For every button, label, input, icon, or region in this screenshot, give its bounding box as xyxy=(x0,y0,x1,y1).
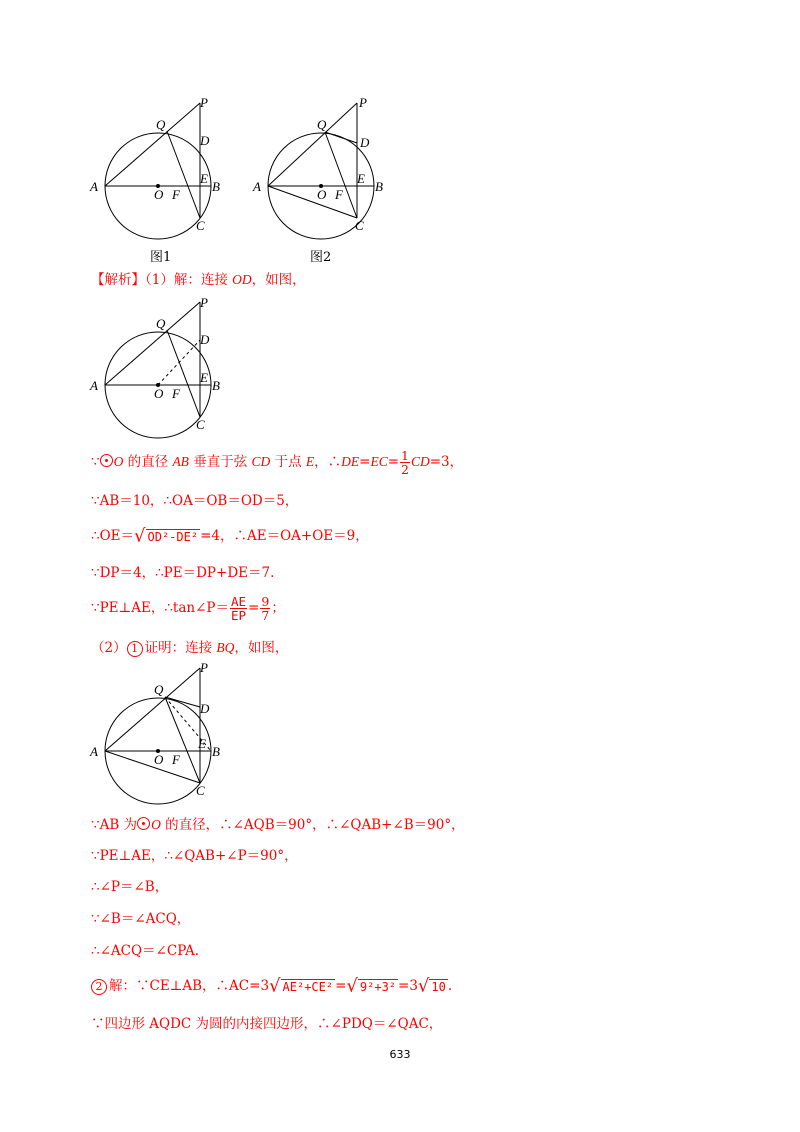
circle-dot-icon xyxy=(100,454,113,467)
figure-2-caption: 图2 xyxy=(310,250,332,265)
svg-text:A: A xyxy=(253,179,261,194)
svg-text:Q: Q xyxy=(317,117,327,132)
svg-text:D: D xyxy=(200,332,210,347)
fraction-half: $\frac{1}{2}$ xyxy=(401,448,409,477)
svg-text:B: B xyxy=(212,179,220,194)
svg-text:D: D xyxy=(200,701,210,716)
solution-line-2: ∵ O 的直径 AB 垂直于弦 CD 于点 E，∴DE=EC= $\frac{1}{2}$ CD=3， xyxy=(91,448,464,477)
solution-line-6: ∵PE⊥AE，∴tan∠P＝ $\frac{AE}{EP}$ = $\frac{9}{7}$ ； xyxy=(91,594,285,623)
svg-text:F: F xyxy=(172,752,180,767)
solution-line-12: ∴∠ACQ＝∠CPA. xyxy=(91,943,200,959)
solution-line-14: ∵四边形 AQDC 为圆的内接四边形，∴∠PDQ＝∠QAC， xyxy=(91,1016,443,1032)
svg-text:F: F xyxy=(172,386,180,401)
solution-line-1 xyxy=(91,270,306,290)
part1-intro: （1）解：连接 xyxy=(145,272,233,288)
fraction-ae-ep: $\frac{AE}{EP}$ xyxy=(230,594,247,623)
svg-text:P: P xyxy=(200,660,208,675)
solution-line-11: ∵∠B＝∠ACQ， xyxy=(91,911,191,927)
svg-text:O: O xyxy=(317,187,327,202)
analysis-tag: 【解析】 xyxy=(91,272,145,288)
svg-text:A: A xyxy=(90,744,98,759)
solution-line-4: ∴OE＝√ OD²-DE² =4，∴AE＝OA+OE＝9， xyxy=(91,525,369,547)
svg-text:F: F xyxy=(172,187,180,202)
svg-text:A: A xyxy=(90,179,98,194)
svg-text:E: E xyxy=(200,370,208,385)
solution-line-3: ∵AB＝10，∴OA＝OB＝OD＝5， xyxy=(91,493,299,509)
svg-text:D: D xyxy=(200,133,210,148)
solution-line-9: ∵PE⊥AE，∴∠QAB+∠P＝90°， xyxy=(91,848,298,864)
segment-od: OD xyxy=(232,272,252,287)
svg-text:Q: Q xyxy=(156,316,166,331)
svg-text:B: B xyxy=(212,744,220,759)
figure-1-caption: 图1 xyxy=(150,250,172,265)
circle-dot-icon xyxy=(137,817,150,830)
figure-4 xyxy=(90,660,230,804)
svg-text:O: O xyxy=(154,752,164,767)
circled-number-1: 1 xyxy=(127,641,143,657)
svg-text:E: E xyxy=(200,171,208,186)
solution-line-7: （2） 1 证明：连接 BQ，如图， xyxy=(91,640,289,656)
figure-2-drawing xyxy=(253,95,393,235)
svg-text:D: D xyxy=(360,135,370,150)
figure-4-drawing xyxy=(90,660,230,800)
sqrt-ae-ce: √ AE²+CE² xyxy=(269,975,334,997)
svg-text:C: C xyxy=(196,417,205,432)
svg-text:O: O xyxy=(154,187,164,202)
solution-line-5: ∵DP＝4，∴PE＝DP+DE＝7. xyxy=(91,565,275,581)
svg-text:B: B xyxy=(375,179,383,194)
part1-tail: ，如图， xyxy=(251,272,306,288)
svg-text:C: C xyxy=(355,218,364,233)
svg-text:F: F xyxy=(335,187,343,202)
solution-line-10: ∴∠P＝∠B， xyxy=(91,879,169,895)
fraction-9-7: $\frac{9}{7}$ xyxy=(261,594,270,623)
svg-text:Q: Q xyxy=(154,682,164,697)
sqrt-oe: √ OD²-DE² xyxy=(134,525,199,547)
sqrt-9-3: √ 9²+3² xyxy=(346,975,397,997)
svg-text:C: C xyxy=(196,218,205,233)
svg-text:E: E xyxy=(357,171,365,186)
svg-text:E: E xyxy=(198,736,206,751)
svg-text:C: C xyxy=(196,783,205,798)
solution-line-8: ∵AB 为 O 的直径，∴∠AQB＝90°，∴∠QAB+∠B＝90°， xyxy=(91,817,465,833)
svg-text:A: A xyxy=(90,378,98,393)
figure-3-drawing xyxy=(90,297,230,437)
svg-text:B: B xyxy=(212,378,220,393)
page-number: 633 xyxy=(389,1048,411,1061)
figure-2 xyxy=(253,95,393,239)
solution-line-13: 2 解：∵CE⊥AB，∴AC=3√ AE²+CE² =√ 9²+3² =3√ 10 . xyxy=(91,976,452,997)
figure-1-drawing xyxy=(90,95,230,235)
sqrt-10: √ 10 xyxy=(417,975,446,997)
svg-text:O: O xyxy=(154,386,164,401)
figure-3 xyxy=(90,297,230,441)
svg-text:P: P xyxy=(200,95,208,110)
svg-text:P: P xyxy=(359,95,367,110)
svg-text:P: P xyxy=(200,295,208,310)
circled-number-2: 2 xyxy=(91,979,107,995)
figure-1 xyxy=(90,95,230,239)
svg-text:Q: Q xyxy=(156,117,166,132)
